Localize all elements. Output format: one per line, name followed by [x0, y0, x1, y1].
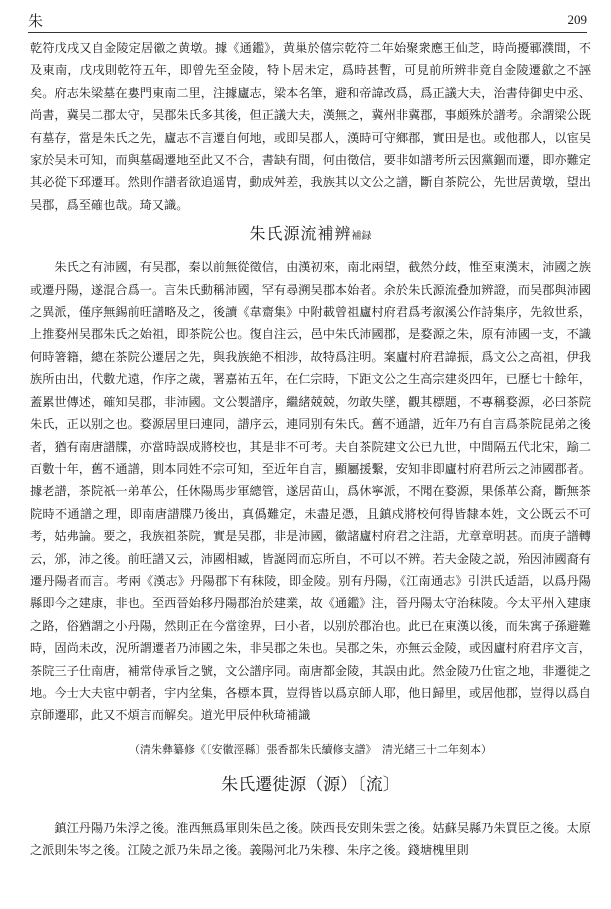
source-citation: [30, 741, 591, 759]
section1-paragraph: 朱氏之有沛國，有吴郡，秦以前無從徵信，由漢初來，南北兩望，截然分歧，惟至東漢末，沛國之族或遷丹陽，遂混合爲一。言朱氏動稱沛國，罕有尋溯吴郡本始者。余於朱氏源流叠加辨證，而吴郡與沛國之異派，僅序無錫前旺譜略及之，後讀《韋齋集》中附載曾祖廬村府君爲考溆溪公作詩集序，先敘世系，上推婺州吴郡朱氏之始祖，即茶院公也。復自注云，邑中朱氏沛國郡，是婺源之朱，原有沛國一支，不識何時箸籍，總在茶院公遷居之先，與我族絶不相涉，故特爲注明。案廬村府君諱振，爲文公之高祖，伊我族所由出，代數尤遠，作序之歲，署嘉祐五年，在仁宗時，下距文公之生高宗建炎四年，已歷七十餘年，蓋累世傳述，確知吴郡，非沛國。文公製譜序，繼緒兢兢，勿敢失墜，觀其標題，不專稱婺源，必曰茶院朱氏，正以别之也。婺源居里曰連同，譜序云，連同别有朱氏。舊不通譜，近年乃有自言爲茶院昆弟之後者，猶有南唐譜牒，亦當時誤成將校也，其是非不可考。夫自茶院建文公已九世，中間隔五代北宋，踰二百數十年，舊不通譜，則本同姓不宗可知，至近年自言，顯屬援繫，安知非即廬村府君所云之沛國郡者。據老譜，茶院祇一弟革公，任休陽馬步軍總管，遂居苗山，爲休寧派，不聞在婺源，果係革公裔，斷無茶院時不通譜之理，即南唐譜牒乃後出，真僞難定，未盡足憑，且鎮戍將校何得皆隸本姓，文公既云不可考，姑弗論。要之，我族祖茶院，實是吴郡，非是沛國，徽諸廬村府君之注語，尤章章明甚。而庚子譜轉云，邠，沛之後。前旺譜又云，沛國相臧，皆誕罔而忘所自，不可以不辨。若夫金陵之説，殆因沛國裔有遷丹陽者而言。考兩《漢志》丹陽郡下有秣陵，即金陵。别有丹陽，《江南通志》引洪氏适語，以爲丹陽縣即今之建康，非也。至西晉始移丹陽郡治於建業，故《通鑑》注，晉丹陽太守治秣陵。今太平州入建康之路，俗猶謂之小丹陽，然則正在今當塗界，曰小者，以别於郡治也。此已在東漢以後，而朱寓子孫避難時，固尚未改，況所謂遷者乃沛國之朱，非吴郡之朱也。吴郡之朱，亦無云金陵，或因廬村府君序文言，茶院三子仕南唐，補常侍承旨之號，文公譜序同。南唐都金陵，其誤由此。然金陵乃仕宦之地，非遷徙之地。今士大夫宦中朝者，宇内坌集，各標本貫，豈得皆以爲京師人耶，他日歸里，或居他郡，豈得以爲自京師遷耶，此又不煩言而解矣。道光甲辰仲秋琦補識: [30, 260, 591, 723]
source-citation-text: （清朱彝纂修《〔安徽涇縣〕張香都朱氏續修支譜》 清光緒三十二年刻本）: [129, 742, 492, 756]
section-title-migration: 朱氏遷徙源（源）〔流〕: [221, 774, 400, 795]
section-title-supplement-discussion: [30, 223, 591, 248]
section-title-suffix: 補録: [351, 231, 372, 243]
page-body: [30, 37, 591, 862]
page-header: [28, 10, 587, 32]
section-title-text: 朱氏源流補辨: [249, 224, 352, 244]
page-number: 209: [567, 12, 587, 27]
intro-paragraph: 乾符戊戌又自金陵定居徽之黄墩。據《通鑑》，黄巢於僖宗乾符二年始聚衆應王仙芝，時尚擾鄆濮間，不及東南，戊戌則乾符五年，即曾先至金陵，特卜居未定，爲時甚暫，可見前所辨非竟自金陵遷歙之不誣矣。府志朱梁墓在婁門東南二里，注據廬志，梁本名筆，避和帝諱改爲，爲正議大夫，治書侍御史中丞、尚書，冀吴二郡太守，吴郡朱氏多其後，但正議大夫，漢無之，冀州非冀郡，事頗殊於譜考。余謂梁公既有墓存，當是朱氏之先，廬志不言遷自何地，或即吴郡人，漢時可守鄉郡，實田是也。或他郡人，以宦吴家於吴未可知，而與墓碣遷地至此又不合，書缺有間，何由徵信，要非如譜考所云因黨錮而遷，即亦難定其必從下邳遷耳。然則作譜者欲追遥胄，動成舛差，我族其以文公之譜，斷自茶院公，先世居黄墩，望出吴郡，爲至確也哉。琦又識。: [30, 41, 591, 212]
section2-paragraph: 鎮江丹陽乃朱浮之後。淮西無爲軍則朱邑之後。陝西長安則朱雲之後。姑蘇吴縣乃朱買臣之後。太原之派則朱岑之後。江陵之派乃朱昂之後。義陽河北乃朱穆、朱序之後。錢塘槐里則: [30, 820, 591, 858]
header-rule: [28, 32, 587, 33]
running-head-surname: 朱: [28, 12, 44, 30]
